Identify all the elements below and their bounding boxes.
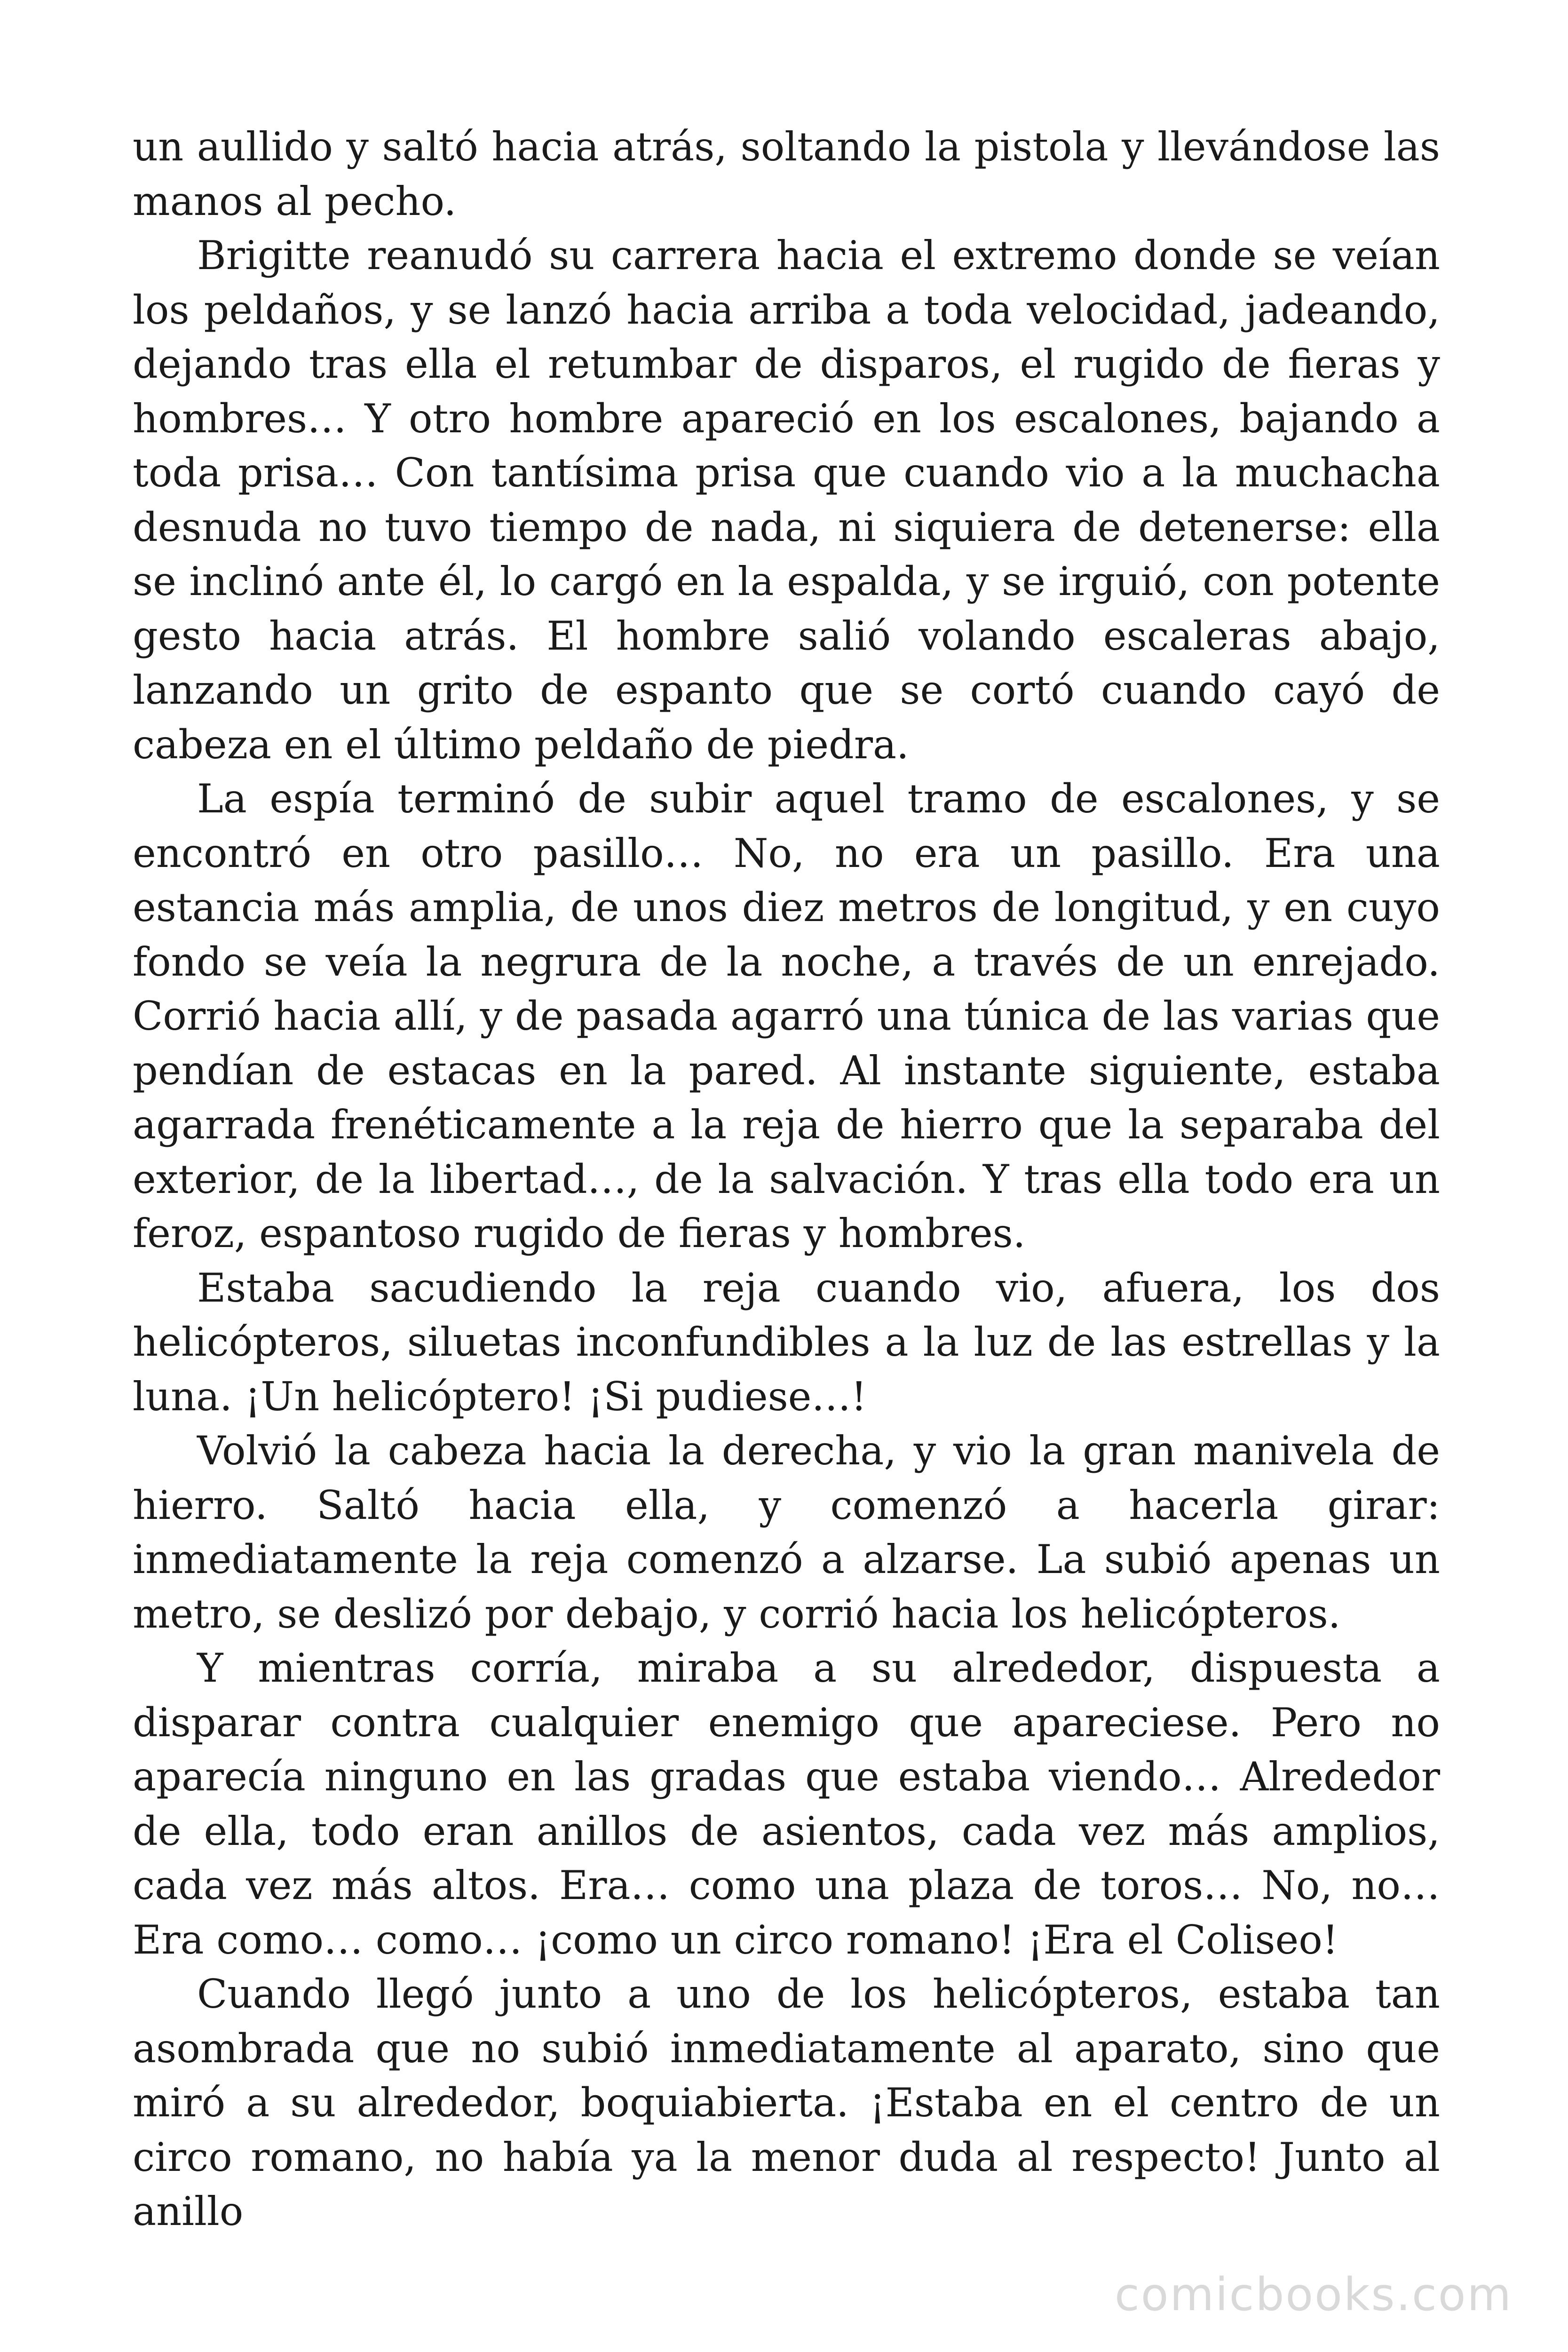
paragraph-5: Volvió la cabeza hacia la derecha, y vio la gran manivela de hierro. Saltó hacia ella, y comenzó a hacerla girar: inmediatamente la reja comenzó a alzarse. La subió apenas un metro, se deslizó por debajo, y corrió hacia los helicópteros.: [133, 1428, 1440, 1637]
page-text: [133, 120, 1440, 2239]
paragraph-3: La espía terminó de subir aquel tramo de escalones, y se encontró en otro pasillo… No, no era un pasillo. Era una estancia más amplia, de unos diez metros de longitud, y en cuyo fondo se veía la negrura de la noche, a través de un enrejado. Corrió hacia allí, y de pasada agarró una túnica de las varias que pendían de estacas en la pared. Al instante siguiente, estaba agarrada frenéticamente a la reja de hierro que la separaba del exterior, de la libertad…, de la salvación. Y tras ella todo era un feroz, espantoso rugido de fieras y hombres.: [133, 776, 1440, 1256]
paragraph-2: Brigitte reanudó su carrera hacia el extremo donde se veían los peldaños, y se lanzó hacia arriba a toda velocidad, jadeando, dejando tras ella el retumbar de disparos, el rugido de fieras y hombres… Y otro hombre apareció en los escalones, bajando a toda prisa… Con tantísima prisa que cuando vio a la muchacha desnuda no tuvo tiempo de nada, ni siquiera de detenerse: ella se inclinó ante él, lo cargó en la espalda, y se irguió, con potente gesto hacia atrás. El hombre salió volando escaleras abajo, lanzando un grito de espanto que se cortó cuando cayó de cabeza en el último peldaño de piedra.: [133, 232, 1440, 768]
paragraph-6: Y mientras corría, miraba a su alrededor, dispuesta a disparar contra cualquier enemigo que apareciese. Pero no aparecía ninguno en las gradas que estaba viendo… Alrededor de ella, todo eran anillos de asientos, cada vez más amplios, cada vez más altos. Era… como una plaza de toros… No, no… Era como… como… ¡como un circo romano! ¡Era el Coliseo!: [133, 1645, 1440, 1963]
watermark: comicbooks.com: [1114, 2268, 1513, 2321]
paragraph-7: Cuando llegó junto a uno de los helicópteros, estaba tan asombrada que no subió inmediatamente al aparato, sino que miró a su alrededor, boquiabierta. ¡Estaba en el centro de un circo romano, no había ya la menor duda al respecto! Junto al anillo: [133, 1971, 1440, 2234]
paragraph-4: Estaba sacudiendo la reja cuando vio, afuera, los dos helicópteros, siluetas inconfundibles a la luz de las estrellas y la luna. ¡Un helicóptero! ¡Si pudiese…!: [133, 1264, 1440, 1420]
paragraph-1: un aullido y saltó hacia atrás, soltando la pistola y llevándose las manos al pecho.: [133, 124, 1440, 224]
